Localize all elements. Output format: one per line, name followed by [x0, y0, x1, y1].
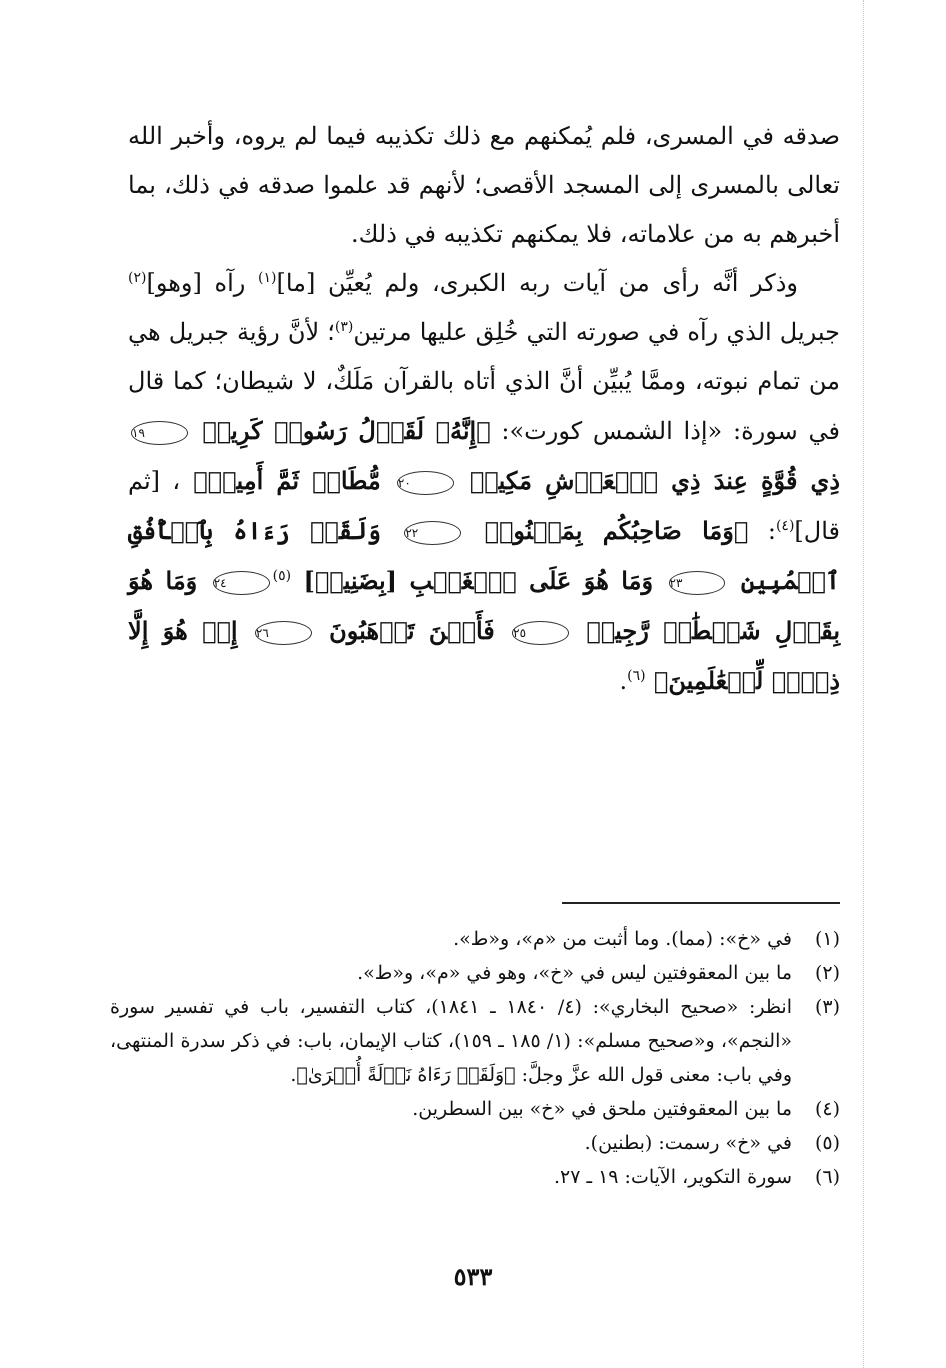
footnote-separator: [562, 902, 840, 904]
footnote-text: ما بين المعقوفتين ملحق في «خ» بين السطرين.: [412, 1098, 792, 1120]
text-run: ، [ثم قال]: [128, 467, 841, 545]
quran-verse-text: ذِي قُوَّةٍ عِندَ ذِي ٱلۡعَرۡشِ مَكِينٖ: [456, 466, 841, 495]
quran-verse-text: ﴿وَمَا صَاحِبُكُم بِمَجۡنُونٖ: [464, 516, 749, 545]
footnote-reference: (١): [258, 270, 277, 286]
quran-verse-text: فَأَيۡنَ تَذۡهَبُونَ: [314, 616, 510, 645]
text-run: :: [748, 517, 776, 545]
verse-number-marker: ٢٢: [404, 521, 461, 545]
text-run: جبريل الذي رآه في صورته التي خُلِق عليها مرتين: [353, 318, 840, 346]
footnote-number: (٣): [814, 996, 840, 1018]
footnote-text: ما بين المعقوفتين ليس في «خ»، وهو في «م»، و«ط».: [357, 962, 792, 984]
footnote-reference: (٢): [128, 270, 147, 286]
footnote-number: (٤): [814, 1098, 840, 1120]
quran-verse-text: وَمَا هُوَ بِقَوۡلِ شَيۡطَٰنٖ رَّجِيمٖ: [128, 566, 840, 645]
text-run: ؛ لأنَّ رؤية جبريل هي من تمام نبوته، وممَّا يُبيِّن أنَّ الذي أتاه بالقرآن مَلَكٌ، لا شيطان؛ كما قال في سورة: «إذا الشمس كورت»:: [128, 318, 840, 445]
paragraph-1: [128, 112, 840, 259]
text-run: صدقه في المسرى، فلم يُمكنهم مع ذلك تكذيبه فيما لم يروه، وأخبر الله تعالى بالمسرى إلى المسجد الأقصى؛ لأنهم قد علموا صدقه في ذلك، بما أخبرهم به من علاماته، فلا يمكنهم تكذيبه في ذلك.: [128, 122, 840, 248]
quran-verse-text: مُّطَاعٖ ثَمَّ أَمِينٖ﴾: [180, 466, 394, 495]
footnote-reference: (٣): [334, 319, 354, 335]
footnote-reference: (٦): [627, 668, 646, 684]
verse-number-marker: ٢٦: [255, 621, 312, 645]
verse-number-marker: ١٩: [131, 421, 188, 445]
footnote-number: (٦): [814, 1166, 840, 1188]
scan-edge-divider: [863, 0, 864, 1368]
verse-number-marker: ٢٠: [397, 471, 454, 495]
text-run: وذكر أنَّه رأى من آيات ربه الكبرى، ولم يُعيِّن [ما]: [276, 269, 798, 297]
quran-verse-text: ﴿إِنَّهُۥ لَقَوۡلُ رَسُولٖ كَرِيمٖ: [190, 416, 491, 445]
footnote-text: في «خ»: (مما). وما أثبت من «م»، و«ط».: [453, 928, 792, 950]
footnote-text: انظر: «صحيح البخاري»: (٤/ ١٨٤٠ ـ ١٨٤١)، كتاب التفسير، باب في تفسير سورة «النجم»، و«صحيح مسلم»: (١/ ١٨٥ ـ ١٥٩)، كتاب الإيمان، باب: في ذكر سدرة المنتهى، وفي باب: معنى قول الله عزَّ وجلَّ: ﴿وَلَقَدۡ رَءَاهُ نَزۡلَةً أُخۡرَىٰ﴾.: [110, 996, 792, 1086]
footnote-reference: (٤): [775, 518, 795, 534]
quran-verse-text: وَلَقَدۡ رَءَاهُ بِٱلۡأُفُقِ ٱلۡمُبِينِ: [128, 516, 840, 595]
verse-number-marker: ٢٥: [512, 621, 569, 645]
verse-number-marker: ٢٤: [213, 571, 270, 595]
quran-verse-text: إِنۡ هُوَ إِلَّا ذِكۡرٞ لِّلۡعَٰلَمِينَ﴾: [128, 616, 840, 695]
footnote-item: [110, 1092, 840, 1126]
footnote-item: [110, 922, 840, 956]
footnotes: [110, 922, 840, 1194]
quran-verse-text: وَمَا هُوَ عَلَى ٱلۡغَيۡبِ [بِضَنِينٖ]: [291, 566, 666, 595]
footnote-text: سورة التكوير، الآيات: ١٩ ـ ٢٧.: [553, 1166, 792, 1188]
text-run: رآه [وهو]: [146, 269, 259, 297]
footnote-reference: (٥): [272, 568, 292, 584]
footnote-item: [110, 956, 840, 990]
footnote-item: [110, 1126, 840, 1160]
footnote-text: في «خ» رسمت: (بطنين).: [584, 1132, 792, 1154]
footnote-number: (٢): [814, 962, 840, 984]
text-run: .: [619, 667, 628, 695]
footnote-number: (١): [814, 928, 840, 950]
main-text: [128, 112, 840, 706]
paragraph-2: [128, 259, 840, 706]
verse-number-marker: ٢٣: [669, 571, 726, 595]
page-number: ٥٣٣: [453, 1262, 493, 1291]
footnote-item: [110, 990, 840, 1092]
footnote-item: [110, 1160, 840, 1194]
footnote-number: (٥): [814, 1132, 840, 1154]
